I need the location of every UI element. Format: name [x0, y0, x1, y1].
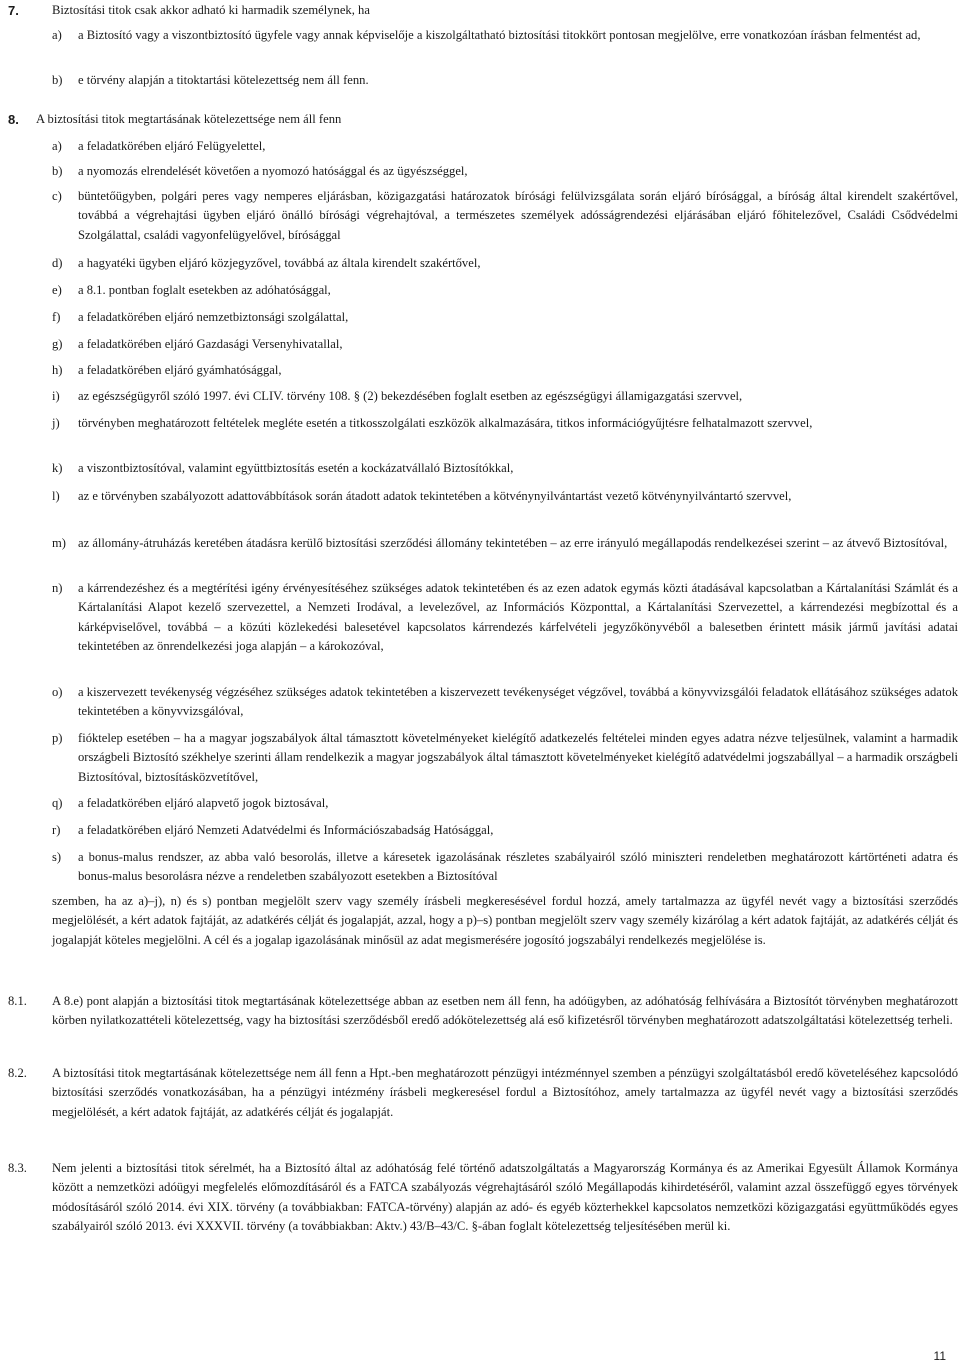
item-label: i)	[52, 389, 60, 403]
item-label: d)	[52, 256, 63, 270]
section-8-1-number: 8.1.	[8, 994, 27, 1008]
item-text: fióktelep esetében – ha a magyar jogszabályok által támasztott követelményeket kielégítő adatkezelés feltételei minden egyes adatra nézve teljesülnek, valamint a harmadik országbeli Biztosító székhelye szerinti állam rendelkezik a magyar jogszabályok által támasztott követelményeket kielégítő adatvédelmi jogszabállyal – a harmadik országbeli Biztosítóval, biztosításközvetítővel,	[78, 731, 958, 784]
item-text: a feladatkörében eljáró Felügyelettel,	[78, 139, 266, 153]
item-text: a feladatkörében eljáró nemzetbiztonsági szolgálattal,	[78, 310, 349, 324]
section-8-number: 8.	[8, 112, 19, 127]
item-label: e)	[52, 283, 62, 297]
item-text: büntetőügyben, polgári peres vagy nemperes eljárásban, közigazgatási határozatok bírósági felülvizsgálata során eljáró bírósággal, a bíróság által kirendelt szakértővel, továbbá a végrehajtási ügyben eljáró önálló bírósági végrehajtóval, a természetes személyek adósságrendezési eljárásában eljáró főhitelezővel, Családi Csődvédelmi Szolgálattal, családi vagyonfelügyelővel, bírósággal	[78, 189, 958, 242]
item-text: a bonus-malus rendszer, az abba való besorolás, illetve a káresetek igazolásának részletes szabályairól szóló miniszteri rendeletben meghatározott kártörténeti adatra és bonus-malus besorolásra nézve a rendeletben szabályozott esetekben a Biztosítóval	[78, 850, 958, 884]
section-7-item-b	[52, 71, 958, 90]
section-8-2-text: A biztosítási titok megtartásának kötelezettsége nem áll fenn a Hpt.-ben meghatározott pénzügyi intézménnyel szemben a pénzügyi szolgáltatásból eredő követeléséhez kapcsolódó biztosítási szerződés vonatkozásában, ha a pénzügyi intézmény írásbeli megkeresésel fordul a Biztosítóhoz, amely tartalmazza az ügyfél nevét vagy a biztosítási szerződés megjelölését, a kért adatok fajtáját, az adatkérés célját és jogalapját.	[52, 1066, 958, 1119]
item-text: a feladatkörében eljáró Nemzeti Adatvédelmi és Információszabadság Hatósággal,	[78, 823, 494, 837]
section-8-item-i	[52, 387, 958, 406]
item-text: a kárrendezéshez és a megtérítési igény érvényesítéséhez szükséges adatok tekintetében és az ezen adatok egymás közti átadásával kapcsolatban a Kártalanítási Számlát és a Kártalanítási Alapot kezelő szervezettel, a Nemzeti Irodával, a levelezővel, az Információs Központtal, a Kártalanítási Szervezettel, a kárrendezési megbízottal és a kárképviselővel, továbbá – a közúti közlekedési balesetével kapcsolatos kárrendezés kárfelvételi jegyzőkönyvéből a balesetben érintett másik jármű javítási adatai tekintetében az önrendelkezési joga alapján – a károkozóval,	[78, 581, 958, 654]
item-text: a kiszervezett tevékenység végzéséhez szükséges adatok tekintetében a kiszervezett tevékenységet végzővel, továbbá a könyvvizsgálói feladatok ellátásához szükséges adatok tekintetében a könyvvizsgálóval,	[78, 685, 958, 719]
item-label: l)	[52, 489, 60, 503]
item-text: az állomány-átruházás keretében átadásra kerülő biztosítási szerződési állomány tekintetében – az erre irányuló megállapodás rendelkezései szerint – az átvevő Biztosítóval,	[78, 536, 948, 550]
item-label: n)	[52, 581, 63, 595]
item-label: o)	[52, 685, 63, 699]
section-8-title: A biztosítási titok megtartásának kötelezettsége nem áll fenn	[36, 112, 342, 126]
item-label: c)	[52, 189, 62, 203]
item-label: f)	[52, 310, 61, 324]
section-8-1-text: A 8.e) pont alapján a biztosítási titok megtartásának kötelezettsége abban az esetben nem áll fenn, ha adóügyben, az adóhatóság felhívására a Biztosítót törvényben meghatározott körben nyilatkozattételi kötelezettség, vagy ha biztosítási szerződésből eredő adókötelezettség alá eső kifizetésről törvényben meghatározott adatszolgáltatási kötelezettség terheli.	[52, 994, 958, 1028]
section-8-3-text: Nem jelenti a biztosítási titok sérelmét, ha a Biztosító által az adóhatóság felé történő adatszolgáltatás a Magyarország Kormánya és az Amerikai Egyesült Államok Kormánya között a nemzetközi adóügyi megfelelés előmozdításáról és a FATCA szabályozás végrehajtásáról szóló Megállapodás kihirdetéséről, valamint azzal összefüggő egyes törvények módosításáról szóló 2014. évi XIX. törvény (a továbbiakban: FATCA-törvény) alapján az adó- és egyéb közterhekkel kapcsolatos nemzetközi közigazgatási együttműködés egyes szabályairól szóló 2013. évi XXXVII. törvény (a továbbiakban: Aktv.) 43/B–43/C. §-ában foglalt kötelezettség teljesítésében merül ki.	[52, 1161, 958, 1234]
item-text: törvényben meghatározott feltételek megléte esetén a titkosszolgálati eszközök alkalmazására, titkos információgyűjtésre felhatalmazott szervvel,	[78, 416, 813, 430]
item-label: h)	[52, 363, 63, 377]
item-label: j)	[52, 416, 60, 430]
item-label: r)	[52, 823, 61, 837]
item-label: a)	[52, 139, 62, 153]
section-8-3-number: 8.3.	[8, 1161, 27, 1175]
section-8-item-e	[52, 281, 958, 300]
section-8-item-s	[52, 848, 958, 887]
section-8-item-l	[52, 487, 958, 506]
section-8-item-b	[52, 162, 958, 181]
section-8-item-o	[52, 683, 958, 722]
section-8-item-q	[52, 794, 958, 813]
item-text: a hagyatéki ügyben eljáró közjegyzővel, továbbá az általa kirendelt szakértővel,	[78, 256, 481, 270]
section-7-item-a	[52, 26, 958, 45]
section-7-number: 7.	[8, 3, 19, 18]
item-text: a viszontbiztosítóval, valamint együttbiztosítás esetén a kockázatvállaló Biztosítókkal,	[78, 461, 514, 475]
section-8-item-n	[52, 579, 958, 657]
item-text: az e törvényben szabályozott adattovábbítások során átadott adatok tekintetében a kötvénynyilvántartást vezető kötvénynyilvántartó szervvel,	[78, 489, 792, 503]
item-text: az egészségügyről szóló 1997. évi CLIV. törvény 108. § (2) bekezdésében foglalt esetben az egészségügyi államigazgatási szervvel,	[78, 389, 743, 403]
section-7-title: Biztosítási titok csak akkor adható ki harmadik személynek, ha	[52, 3, 370, 17]
item-text: a nyomozás elrendelését követően a nyomozó hatósággal és az ügyészséggel,	[78, 164, 468, 178]
page-number: 11	[933, 1349, 946, 1363]
section-8-item-p	[52, 729, 958, 787]
item-label: p)	[52, 731, 63, 745]
item-text: a Biztosító vagy a viszontbiztosító ügyfele vagy annak képviselője a kiszolgáltatható biztosítási titokkört pontosan megjelölve, erre vonatkozóan írásban felmentést ad,	[78, 28, 921, 42]
item-label: a)	[52, 28, 62, 42]
item-text: a feladatkörében eljáró alapvető jogok biztosával,	[78, 796, 329, 810]
section-8-item-a	[52, 137, 958, 156]
item-label: b)	[52, 164, 63, 178]
section-8-2-number: 8.2.	[8, 1066, 27, 1080]
item-label: k)	[52, 461, 63, 475]
section-8-item-m	[52, 534, 958, 553]
item-text: e törvény alapján a titoktartási kötelezettség nem áll fenn.	[78, 73, 369, 87]
item-label: g)	[52, 337, 63, 351]
item-label: m)	[52, 536, 66, 550]
section-8-closing-paragraph: szemben, ha az a)–j), n) és s) pontban megjelölt szerv vagy személy írásbeli megkeresésével fordul hozzá, amely tartalmazza az ügyfél nevét vagy a biztosítási szerződés megjelölését, a kért adatok fajtáját, az adatkérés célját és jogalapját, azzal, hogy a p)–s) pontban megjelölt szerv vagy személy kizárólag a kért adatok fajtáját, az adatkérés célját és jogalapját köteles megjelölni. A cél és a jogalap igazolásának minősül az adat megismerésére jogosító jogszabályi rendelkezés megjelölése is.	[52, 894, 958, 947]
item-text: a feladatkörében eljáró gyámhatósággal,	[78, 363, 282, 377]
section-8-item-d	[52, 254, 958, 273]
item-label: b)	[52, 73, 63, 87]
item-label: q)	[52, 796, 63, 810]
item-text: a feladatkörében eljáró Gazdasági Versenyhivatallal,	[78, 337, 343, 351]
section-8-item-c	[52, 187, 958, 245]
item-label: s)	[52, 850, 62, 864]
section-8-item-k	[52, 459, 958, 478]
section-8-item-g	[52, 335, 958, 354]
section-8-item-f	[52, 308, 958, 327]
section-8-item-j	[52, 414, 958, 433]
section-8-item-h	[52, 361, 958, 380]
section-8-item-r	[52, 821, 958, 840]
item-text: a 8.1. pontban foglalt esetekben az adóhatósággal,	[78, 283, 331, 297]
